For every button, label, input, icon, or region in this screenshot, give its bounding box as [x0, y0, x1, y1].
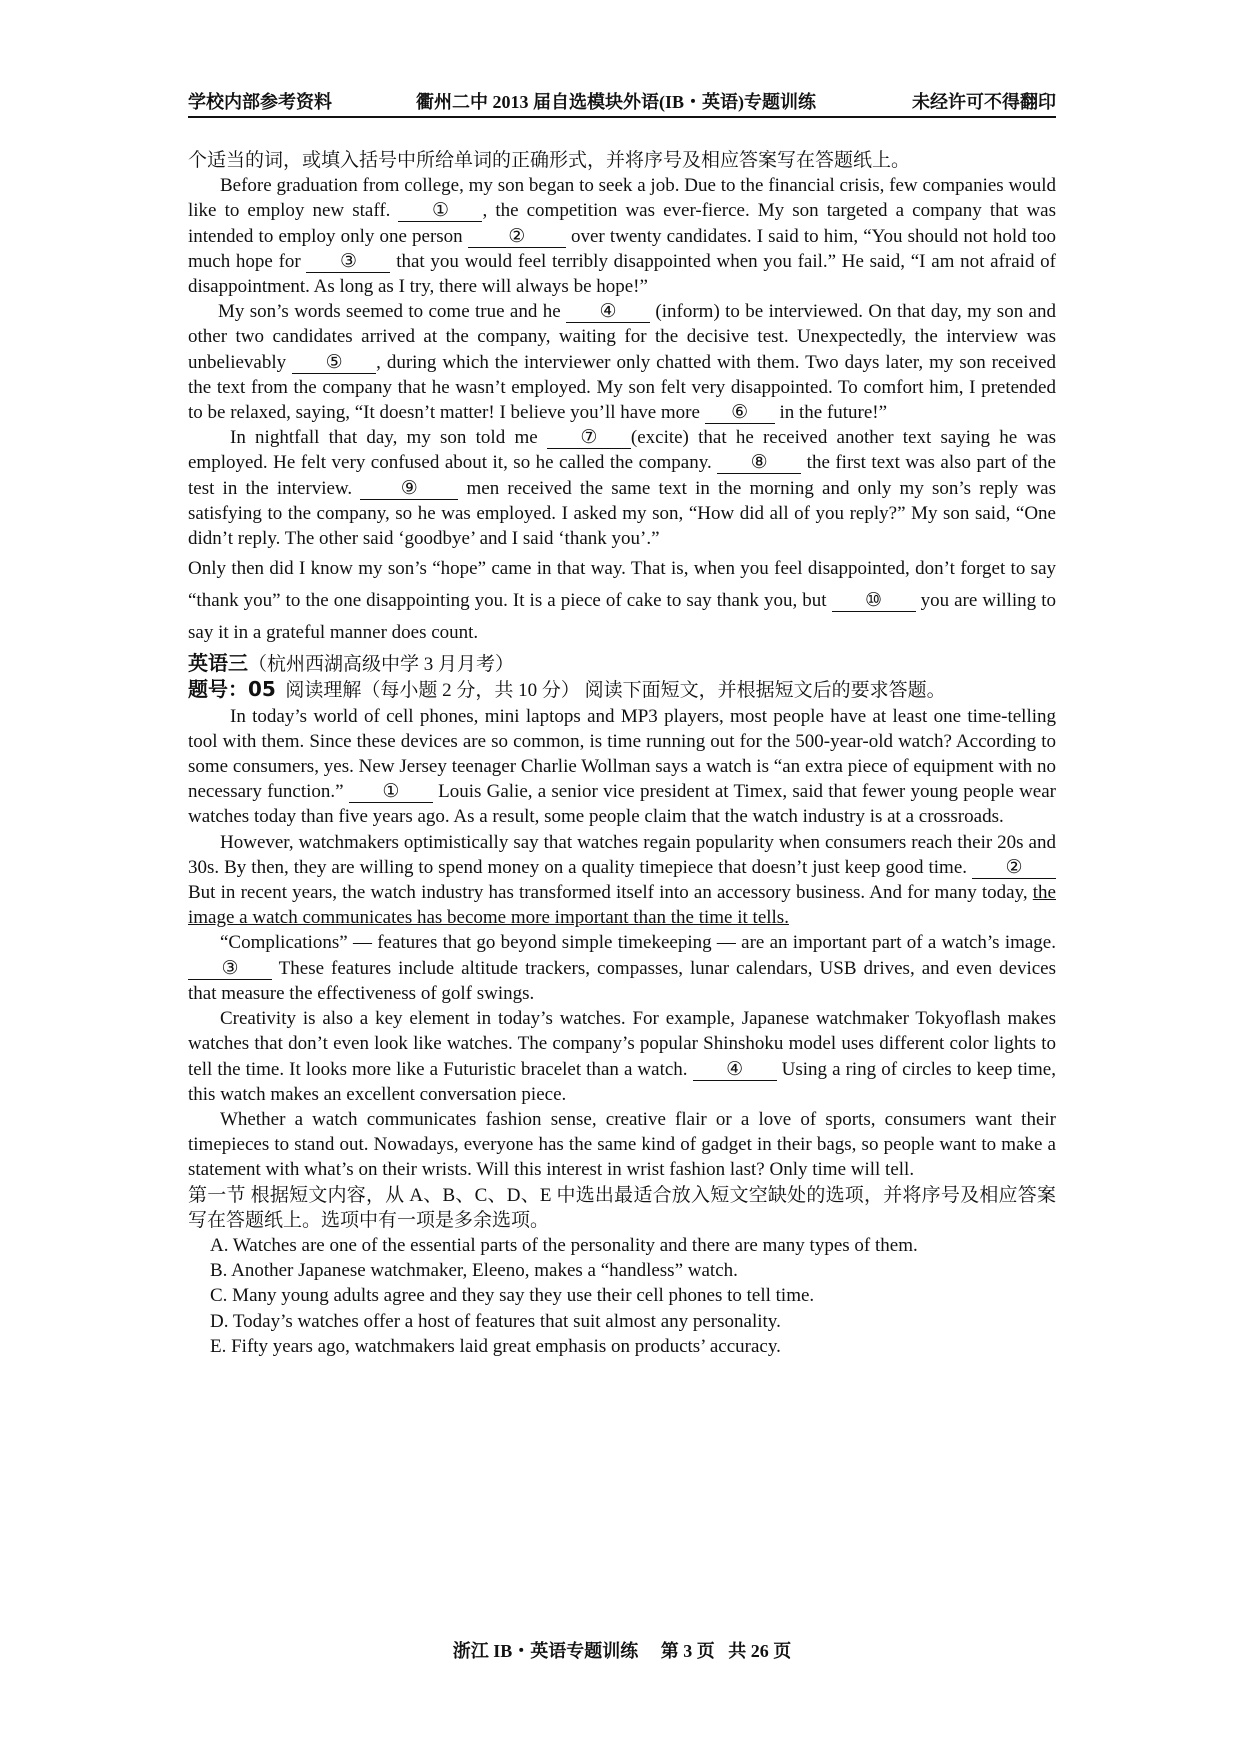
passage1-paragraph-3: In nightfall that day, my son told me ⑦ (excite) that he received another text saying he was employed. He felt very confused about it, so he called the company. ⑧ the first text was also part of the test in the interview. ⑨ men received the same text in the morning and only my son’s reply was satisfying to the company, so he was employed. I asked my son, “How did all of you reply?” My son said, “One didn’t reply. The other said ‘goodbye’ and I said ‘thank you’.” — [188, 427, 1056, 550]
blank-10: ⑩ — [832, 591, 916, 612]
passage1-paragraph-2: My son’s words seemed to come true and he ④ (inform) to be interviewed. On that day, my son and other two candidates arrived at the company, waiting for the decisive test. Unexpectedly, the interview was unbelievably ⑤ , during which the interviewer only chatted with them. Two days later, my son received the text from the company that he wasn’t employed. My son felt very disappointed. To comfort him, I pretended to be relaxed, saying, “It doesn’t matter! I believe you’ll have more ⑥ in the future!” — [188, 301, 1057, 424]
option-a: A. Watches are one of the essential parts of the personality and there are many types of them. — [210, 1234, 918, 1256]
underlined-phrase: the image a watch communicates has become more important than the time it tells. — [188, 882, 1056, 929]
option-b: B. Another Japanese watchmaker, Eleeno, makes a “handless” watch. — [210, 1260, 738, 1282]
passage2-paragraph-5: Whether a watch communicates fashion sense, creative flair or a love of sports, consumers want their timepieces to stand out. Nowadays, everyone has the same kind of gadget in their bags, so people want to make a statement with what’s on their wrists. Will this interest in wrist fashion last? Only time will tell. — [188, 1108, 1056, 1181]
blank-7: ⑦ — [547, 428, 631, 449]
blank-a1: ① — [349, 782, 433, 803]
question-instructions: 阅读理解（每小题 2 分，共 10 分） 阅读下面短文，并根据短文后的要求答题。 — [285, 680, 946, 702]
blank-9: ⑨ — [360, 479, 458, 500]
page-header — [188, 88, 1056, 118]
section-title: 英语三 — [188, 651, 248, 676]
blank-5: ⑤ — [292, 353, 376, 374]
blank-a4: ④ — [693, 1060, 777, 1081]
passage2-paragraph-1: In today’s world of cell phones, mini laptops and MP3 players, most people have at least one time-telling tool with them. Since these devices are so common, is time running out for the 500-year-old watch? According to some consumers, yes. New Jersey teenager Charlie Wollman says a watch is “an extra piece of equipment with no necessary function.” ① Louis Galie, a senior vice president at Timex, said that fewer young people wear watches today than five years ago. As a result, some people claim that the watch industry is at a crossroads. — [188, 705, 1056, 828]
passage1-paragraph-1: Before graduation from college, my son began to seek a job. Due to the financial crisis, few companies would like to employ new staff. ① , the competition was ever-fierce. My son targeted a company that was intended to employ only one person ② over twenty candidates. I said to him, “You should not hold too much hope for ③ that you would feel terribly disappointed when you fail.” He said, “I am not afraid of disappointment. As long as I try, there will always be hope!” — [188, 175, 1056, 298]
section-heading — [188, 651, 1056, 677]
blank-1: ① — [398, 201, 482, 222]
task-instructions: 第一节 根据短文内容，从 A、B、C、D、E 中选出最适合放入短文空缺处的选项，并将序号及相应答案写在答题纸上。选项中有一项是多余选项。 — [188, 1184, 1056, 1231]
blank-8: ⑧ — [717, 453, 801, 474]
option-d: D. Today’s watches offer a host of features that suit almost any personality. — [210, 1310, 781, 1332]
option-c: C. Many young adults agree and they say they use their cell phones to tell time. — [210, 1285, 815, 1307]
option-e: E. Fifty years ago, watchmakers laid great emphasis on products’ accuracy. — [210, 1335, 781, 1357]
blank-2: ② — [468, 227, 566, 248]
passage1-paragraph-4: Only then did I know my son’s “hope” came in that way. That is, when you feel disappointed, don’t forget to say “thank you” to the one disappointing you. It is a piece of cake to say thank you, but ⑩ you are willing to say it in a grateful manner does count. — [188, 558, 1056, 644]
blank-a3: ③ — [188, 959, 272, 980]
passage2-paragraph-2: However, watchmakers optimistically say that watches regain popularity when consumers reach their 20s and 30s. By then, they are willing to spend money on a quality timepiece that doesn’t just keep good time. ② But in recent years, the watch industry has transformed itself into an accessory business. And for many today, the image a watch communicates has become more important than the time it tells. — [188, 831, 1056, 929]
question-heading — [188, 677, 1056, 703]
passage1-intro: 个适当的词，或填入括号中所给单词的正确形式，并将序号及相应答案写在答题纸上。 — [188, 150, 911, 171]
blank-4: ④ — [566, 302, 650, 323]
header-right: 未经许可不得翻印 — [912, 92, 1056, 112]
blank-3: ③ — [306, 252, 390, 273]
question-number: 题号：05 — [188, 677, 276, 702]
header-left: 学校内部参考资料 — [188, 92, 332, 112]
blank-6: ⑥ — [705, 403, 775, 424]
passage2-paragraph-3: “Complications” — features that go beyond simple timekeeping — are an important part of a watch’s image. ③ These features include altitude trackers, compasses, lunar calendars, USB drives, and even devices that measure the effectiveness of golf swings. — [188, 932, 1056, 1004]
section-source: （杭州西湖高级中学 3 月月考） — [248, 654, 515, 676]
page-body — [188, 148, 1056, 1359]
blank-a2: ② — [972, 858, 1056, 879]
page-footer: 浙江 IB・英语专题训练 第 3 页 共 26 页 — [452, 1641, 792, 1661]
passage2-paragraph-4: Creativity is also a key element in today’s watches. For example, Japanese watchmaker Tokyoflash makes watches that don’t even look like watches. The company’s popular Shinshoku model uses different color lights to tell the time. It looks more like a Futuristic bracelet than a watch. ④ Using a ring of circles to keep time, this watch makes an excellent conversation piece. — [188, 1008, 1056, 1105]
header-title: 衢州二中 2013 届自选模块外语(IB・英语)专题训练 — [416, 92, 816, 112]
answer-options — [188, 1233, 1056, 1359]
